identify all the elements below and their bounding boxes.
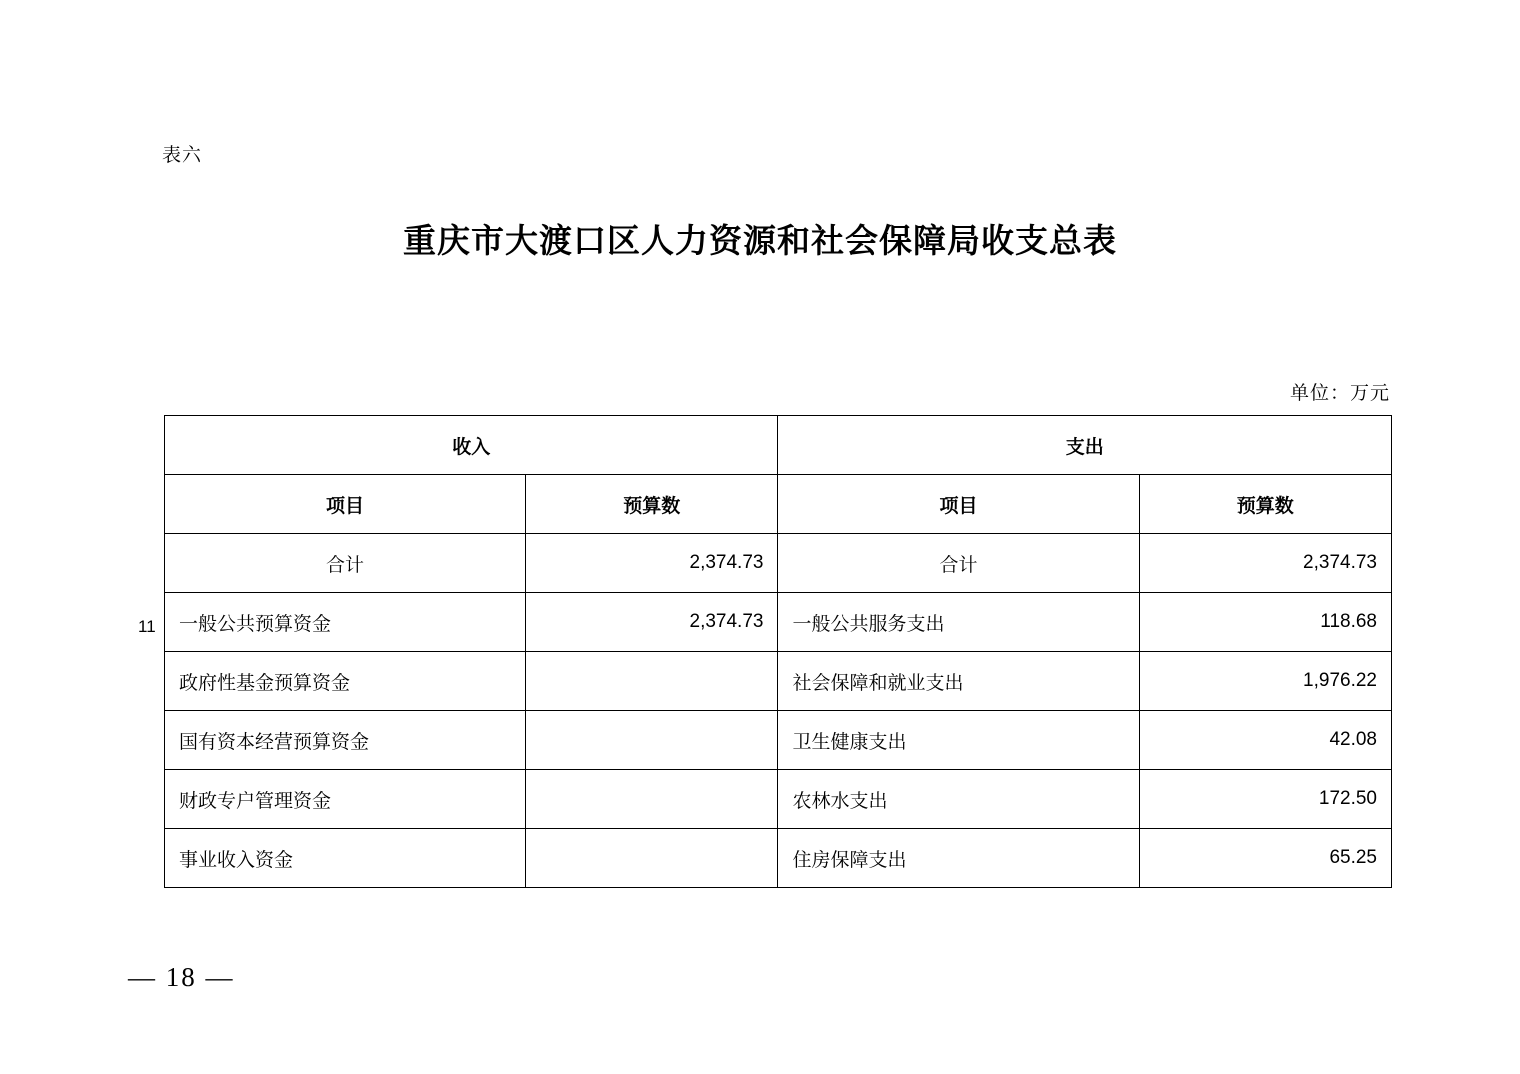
table-column-header-row: [165, 475, 1392, 534]
cell-income-item: 一般公共预算资金: [165, 593, 526, 652]
table-row: [165, 711, 1392, 770]
cell-expenditure-budget: 118.68: [1139, 593, 1391, 652]
table-group-header-row: [165, 416, 1392, 475]
cell-expenditure-item: 合计: [778, 534, 1139, 593]
group-header-expenditure: 支出: [778, 416, 1392, 475]
cell-income-budget: 2,374.73: [526, 593, 778, 652]
table-row: [165, 593, 1392, 652]
cell-income-item: 政府性基金预算资金: [165, 652, 526, 711]
table-row: [165, 829, 1392, 888]
table-row: [165, 770, 1392, 829]
cell-expenditure-budget: 1,976.22: [1139, 652, 1391, 711]
cell-income-item: 合计: [165, 534, 526, 593]
page-number: — 18 —: [128, 962, 235, 992]
column-header-expenditure-item: 项目: [778, 475, 1139, 534]
cell-income-budget: [526, 770, 778, 829]
page-title: 重庆市大渡口区人力资源和社会保障局收支总表: [403, 224, 1117, 260]
column-header-income-budget: 预算数: [526, 475, 778, 534]
cell-expenditure-item: 社会保障和就业支出: [778, 652, 1139, 711]
cell-income-item: 国有资本经营预算资金: [165, 711, 526, 770]
cell-expenditure-item: 卫生健康支出: [778, 711, 1139, 770]
side-marker: 11: [138, 617, 156, 636]
cell-income-budget: [526, 829, 778, 888]
column-header-expenditure-budget: 预算数: [1139, 475, 1391, 534]
cell-expenditure-budget: 172.50: [1139, 770, 1391, 829]
cell-income-item: 财政专户管理资金: [165, 770, 526, 829]
unit-note: 单位：万元: [1289, 383, 1390, 404]
cell-expenditure-item: 农林水支出: [778, 770, 1139, 829]
cell-expenditure-budget: 2,374.73: [1139, 534, 1391, 593]
cell-income-item: 事业收入资金: [165, 829, 526, 888]
table-label: 表六: [162, 145, 203, 166]
cell-income-budget: 2,374.73: [526, 534, 778, 593]
group-header-income: 收入: [165, 416, 778, 475]
cell-expenditure-item: 一般公共服务支出: [778, 593, 1139, 652]
cell-income-budget: [526, 652, 778, 711]
cell-expenditure-item: 住房保障支出: [778, 829, 1139, 888]
table-row: [165, 534, 1392, 593]
column-header-income-item: 项目: [165, 475, 526, 534]
cell-income-budget: [526, 711, 778, 770]
cell-expenditure-budget: 65.25: [1139, 829, 1391, 888]
table-row: [165, 652, 1392, 711]
budget-table: [164, 415, 1392, 888]
cell-expenditure-budget: 42.08: [1139, 711, 1391, 770]
